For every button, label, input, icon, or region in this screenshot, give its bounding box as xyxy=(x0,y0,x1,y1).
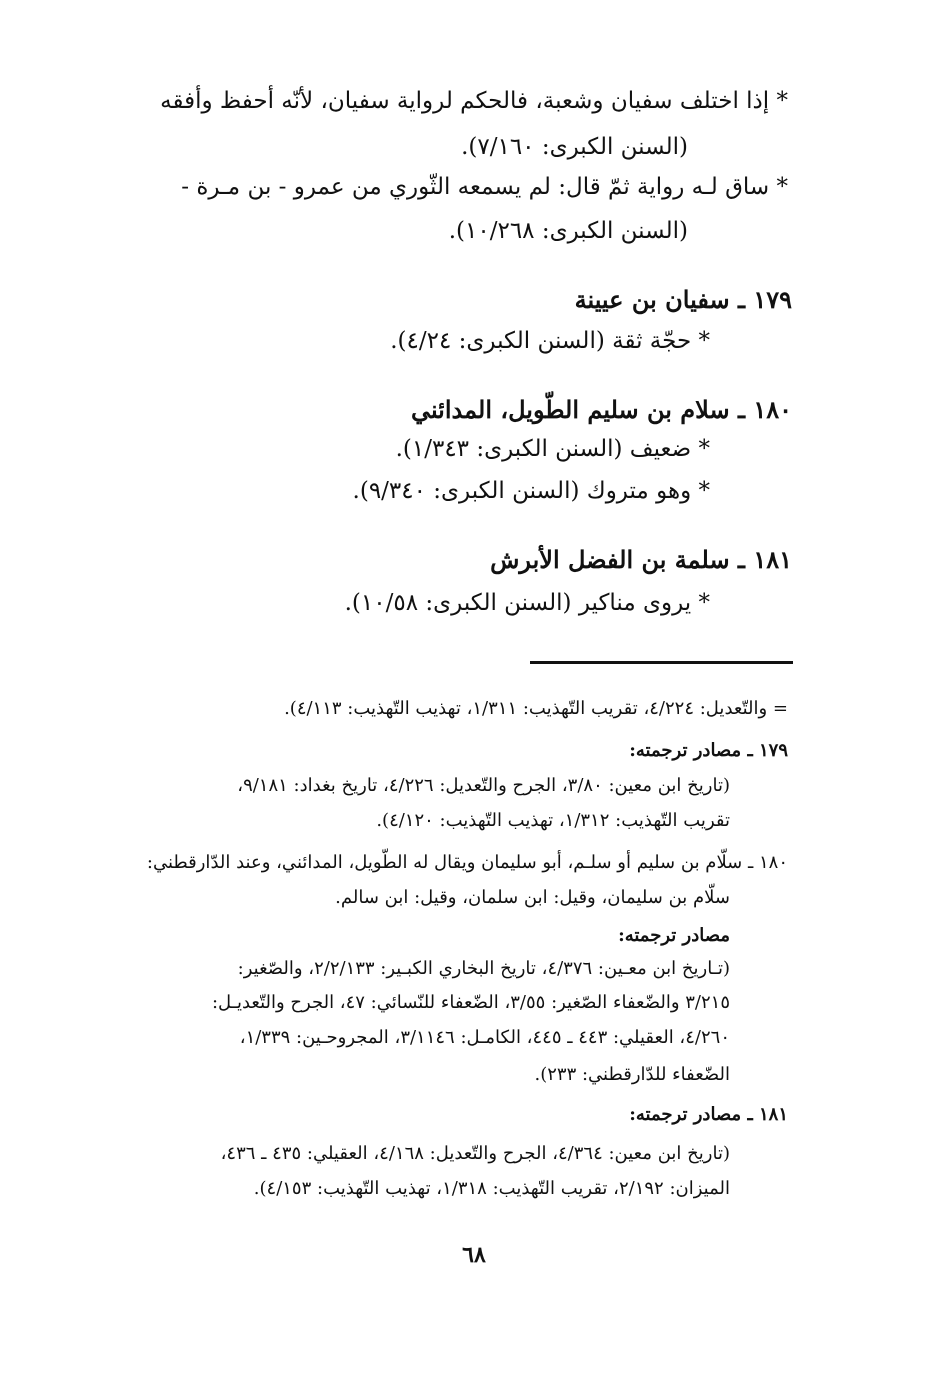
footnote-heading-180: مصادر ترجمته: xyxy=(618,925,730,946)
footnote-line: الضّعفاء للدّارقطني: ٢٣٣). xyxy=(534,1064,730,1085)
text-line: (السنن الكبرى: ١٠/٢٦٨). xyxy=(448,218,688,244)
entry-heading-179: ١٧٩ ـ سفيان بن عيينة xyxy=(574,285,792,314)
footnote-line: (تاريخ ابن معين: ٤/٣٦٤، الجرح والتّعديل: ٤/١٦٨، العقيلي: ٤٣٥ ـ ٤٣٦، xyxy=(220,1143,730,1164)
entry-heading-181: ١٨١ ـ سلمة بن الفضل الأبرش xyxy=(490,545,792,574)
footnote-line: (تـاريخ ابن معـين: ٤/٣٧٦، تاريخ البخاري الكبـير: ٢/٢/١٣٣، والصّغير: xyxy=(237,958,730,979)
footnote-line: ١٨٠ ـ سلّام بن سليم أو سلـم، أبو سليمان ويقال له الطّويل، المدائني، وعند الدّارقطني: xyxy=(146,852,788,873)
footnote-heading-181: ١٨١ ـ مصادر ترجمته: xyxy=(629,1104,788,1125)
text-line: * إذا اختلف سفيان وشعبة، فالحكم لرواية سفيان، لأنّه أحفظ وأفقه xyxy=(160,88,788,114)
footnote-line: سلّام بن سليمان، وقيل: ابن سلمان، وقيل: ابن سالم. xyxy=(335,887,730,908)
footnote-line: ٤/٢٦٠، العقيلي: ٤٤٣ ـ ٤٤٥، الكامـل: ٣/١١٤٦، المجروحـين: ١/٣٣٩، xyxy=(239,1027,730,1048)
footnote-divider xyxy=(530,661,793,664)
footnote-line: ٣/٢١٥ والضّعفاء الصّغير: ٣/٥٥، الضّعفاء للنّسائي: ٤٧، الجرح والتّعديـل: xyxy=(211,992,730,1013)
entry-item: * وهو متروك (السنن الكبرى: ٩/٣٤٠). xyxy=(352,478,710,504)
entry-item: * يروى مناكير (السنن الكبرى: ١٠/٥٨). xyxy=(344,590,710,616)
text-line: * ساق لـه رواية ثمّ قال: لم يسمعه الثّوري من عمرو - بن مـرة - xyxy=(181,174,788,200)
footnote-line: = والتّعديل: ٤/٢٢٤، تقريب التّهذيب: ١/٣١١، تهذيب التّهذيب: ٤/١١٣). xyxy=(284,698,788,719)
footnote-line: تقريب التّهذيب: ١/٣١٢، تهذيب التّهذيب: ٤/١٢٠). xyxy=(376,810,730,831)
entry-heading-180: ١٨٠ ـ سلام بن سليم الطّويل، المدائني xyxy=(410,395,792,424)
entry-item: * ضعيف (السنن الكبرى: ١/٣٤٣). xyxy=(395,436,710,462)
text-line: (السنن الكبرى: ٧/١٦٠). xyxy=(461,134,688,160)
footnote-line: الميزان: ٢/١٩٢، تقريب التّهذيب: ١/٣١٨، تهذيب التّهذيب: ٤/١٥٣). xyxy=(253,1178,730,1199)
footnote-line: (تاريخ ابن معين: ٣/٨٠، الجرح والتّعديل: ٤/٢٢٦، تاريخ بغداد: ٩/١٨١، xyxy=(237,775,730,796)
footnote-heading-179: ١٧٩ ـ مصادر ترجمته: xyxy=(629,740,788,761)
entry-item: * حجّة ثقة (السنن الكبرى: ٤/٢٤). xyxy=(390,328,710,354)
page-number: ٦٨ xyxy=(462,1242,486,1268)
